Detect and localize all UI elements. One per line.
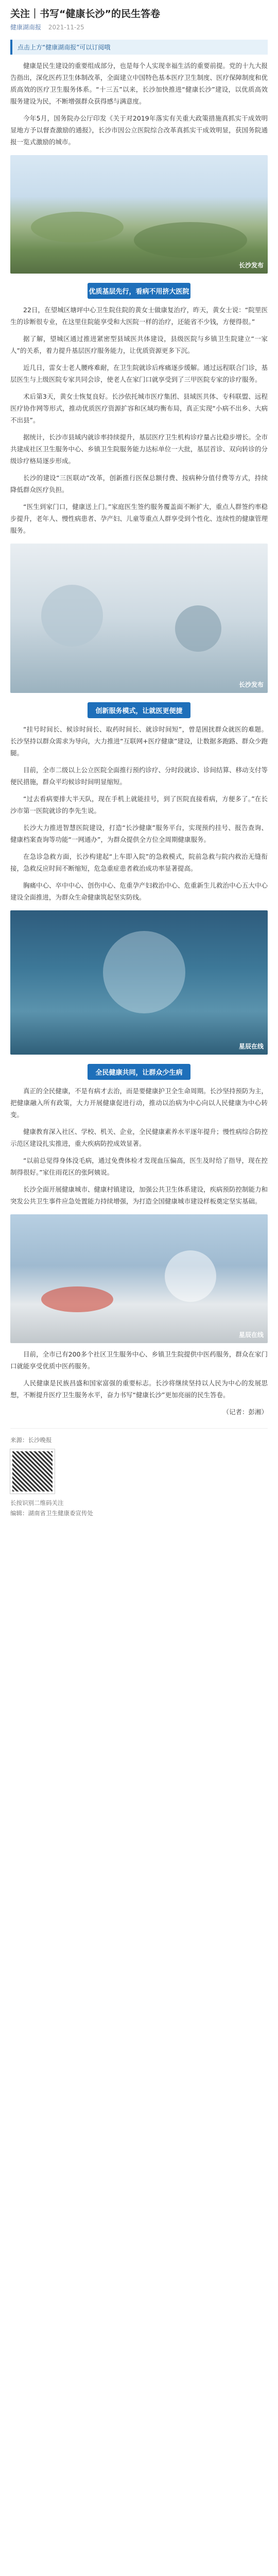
- section-paragraph: 目前，全市二级以上公立医院全面推行预约诊疗、分时段就诊、诊间结算、移动支付等便民措施，群众平均候诊时间明显缩短。: [10, 766, 268, 786]
- intro-block: [0, 60, 278, 274]
- intro-paragraph: 今年5月，国务院办公厅印发《关于对2019年落实有关重大政策措施真抓实干成效明显地方予以督查激励的通报》，长沙市因公立医院综合改革真抓实干成效明显，获国务院通报一览式激励的城市。: [10, 114, 268, 146]
- section-paragraph: 长沙的建设“三医联动”改革，创新推行医保总额付费、按病种分值付费等方式，持续降低群众医疗负担。: [10, 474, 268, 494]
- section-paragraph: 据了解，望城区通过推进紧密型县域医共体建设，县级医院与乡镇卫生院建立“一家人”的关系，着力提升基层医疗服务能力，让优质资源更多下沉。: [10, 335, 268, 354]
- publish-date: 2021-11-25: [48, 24, 84, 31]
- article-header: [0, 0, 278, 55]
- section-paragraph: “过去看病要排大半天队，现在手机上就能挂号，到了医院直接看病，方便多了。”在长沙市第一医院就诊的李先生说。: [10, 795, 268, 815]
- section-heading: 全民健康共同，让群众少生病: [88, 1064, 190, 1080]
- section-paragraph: 术后第3天，黄女士恢复良好。长沙依托城市医疗集团、县域医共体、专科联盟、远程医疗协作网等形式，推动优质医疗资源扩容和区域均衡布局，真正实现“小病不出乡、大病不出县”。: [10, 393, 268, 424]
- section-paragraph: “以前总觉得身体没毛病，通过免费体检才发现血压偏高，医生及时给了指导，现在控制得很好。”家住雨花区的张阿姨说。: [10, 1157, 268, 1176]
- article-title: 关注｜书写“健康长沙”的民生答卷: [10, 8, 160, 20]
- section-paragraph: 长沙全面开展健康城市、健康村镇建设，加强公共卫生体系建设，疾病预防控制能力和突发公共卫生事件应急处置能力持续增强，为打造全国健康城市建设样板奠定坚实基础。: [10, 1185, 268, 1205]
- article-meta: [10, 23, 268, 31]
- rescue-photo: [10, 1214, 268, 1343]
- article-credit: （记者：彭湘）: [222, 1408, 268, 1416]
- qr-note: 长按识别二维码关注: [10, 1499, 64, 1506]
- section-paragraph: “医生到家门口，健康送上门。”家庭医生签约服务覆盖面不断扩大，重点人群签约率稳步提升，老年人、慢性病患者、孕产妇、儿童等重点人群享受到个性化、连续性的健康管理服务。: [10, 503, 268, 534]
- surgery-photo: [10, 910, 268, 1055]
- section-paragraph: 22日，在望城区塘坪中心卫生院住院的黄女士做康复治疗，昨天，黄女士说：“院里医生的诊断很专业，在这里住院能享受和大医院一样的治疗，还能省不少钱，方便得很。”: [10, 306, 268, 326]
- section-paragraph: 目前，全市已有200多个社区卫生服务中心、乡镇卫生院提供中医药服务，群众在家门口就能享受优质中医药服务。: [10, 1350, 268, 1370]
- section-2: [0, 702, 278, 1055]
- qr-code-icon[interactable]: [10, 1449, 55, 1494]
- photo-caption: 星辰在线: [238, 1331, 264, 1338]
- city-photo: [10, 155, 268, 274]
- section-paragraph: 胸痛中心、卒中中心、创伤中心、危重孕产妇救治中心、危重新生儿救治中心五大中心建设全面推进，为群众生命健康筑起坚实防线。: [10, 882, 268, 901]
- section-1: [0, 283, 278, 693]
- source-link[interactable]: 健康湖南报: [10, 24, 42, 31]
- section-paragraph: 近几日，雷女士老人腰疼难耐，在卫生院就诊后疼痛逐步缓解。通过远程联合门诊，基层医生与上级医院专家共同会诊，使老人在家门口就享受到了三甲医院专家的诊疗服务。: [10, 364, 268, 383]
- intro-paragraph: 健康是民生建设的重要组成部分，也是每个人实现幸福生活的重要前提。党的十九大报告指出，深化医药卫生体制改革，全面建立中国特色基本医疗卫生制度、医疗保障制度和优质高效的医疗卫生服务体系。“十三五”以来，长沙加快推进“健康长沙”建设，以优质高效服务建设为民，不断增强群众获得感与满意度。: [10, 62, 268, 105]
- photo-caption: 星辰在线: [238, 1043, 264, 1050]
- section-heading: 优质基层先行，看病不用挤大医院: [88, 283, 190, 299]
- section-paragraph: 据统计，长沙市县域内就诊率持续提升，基层医疗卫生机构诊疗量占比稳步增长。全市共建成社区卫生服务中心、乡镇卫生院服务能力达标单位一大批，基层首诊、双向转诊的分级诊疗格局逐步形成。: [10, 433, 268, 465]
- photo-caption: 长沙发布: [238, 262, 264, 269]
- section-paragraph: 人民健康是民族昌盛和国家富强的重要标志。长沙将继续坚持以人民为中心的发展思想，不断提升医疗卫生服务水平，奋力书写“健康长沙”更加亮丽的民生答卷。: [10, 1379, 268, 1399]
- clinic-photo: [10, 544, 268, 693]
- section-paragraph: 真正的全民健康，不是有病才去治，而是要健康护卫全生命周期。长沙坚持预防为主，把健康融入所有政策，大力开展健康促进行动，推动以治病为中心向以人民健康为中心转变。: [10, 1087, 268, 1118]
- source-label: 来源：长沙晚报: [10, 1436, 52, 1444]
- photo-caption: 长沙发布: [238, 681, 264, 688]
- section-paragraph: 健康教育深入社区、学校、机关、企业，全民健康素养水平逐年提升；慢性病综合防控示范区建设扎实推进，重大疾病防控成效显著。: [10, 1128, 268, 1147]
- section-3: [0, 1064, 278, 1418]
- subscribe-banner[interactable]: 点击上方“健康湖南报”可以订阅哦: [10, 40, 268, 55]
- editor-label: 编辑：湖南省卫生健康委宣传处: [10, 1510, 93, 1517]
- article-footer: [0, 1428, 278, 1524]
- section-paragraph: “挂号时间长、候诊时间长、取药时间长、就诊时间短”，曾是困扰群众就医的难题。长沙坚持以群众需求为导向，大力推进“互联网+医疗健康”建设，让数据多跑路、群众少跑腿。: [10, 725, 268, 757]
- section-heading: 创新服务模式，让就医更便捷: [88, 702, 190, 718]
- footer-info: [10, 1428, 268, 1524]
- section-paragraph: 长沙大力推进智慧医院建设，打造“长沙健康”服务平台，实现预约挂号、报告查询、健康档案查询等功能“一网通办”，为群众提供全方位全周期健康服务。: [10, 824, 268, 843]
- section-paragraph: 在急诊急救方面，长沙构建起“上车即入院”的急救模式，院前急救与院内救治无缝衔接，急救反应时间不断缩短，危急重症患者救治成功率显著提高。: [10, 853, 268, 872]
